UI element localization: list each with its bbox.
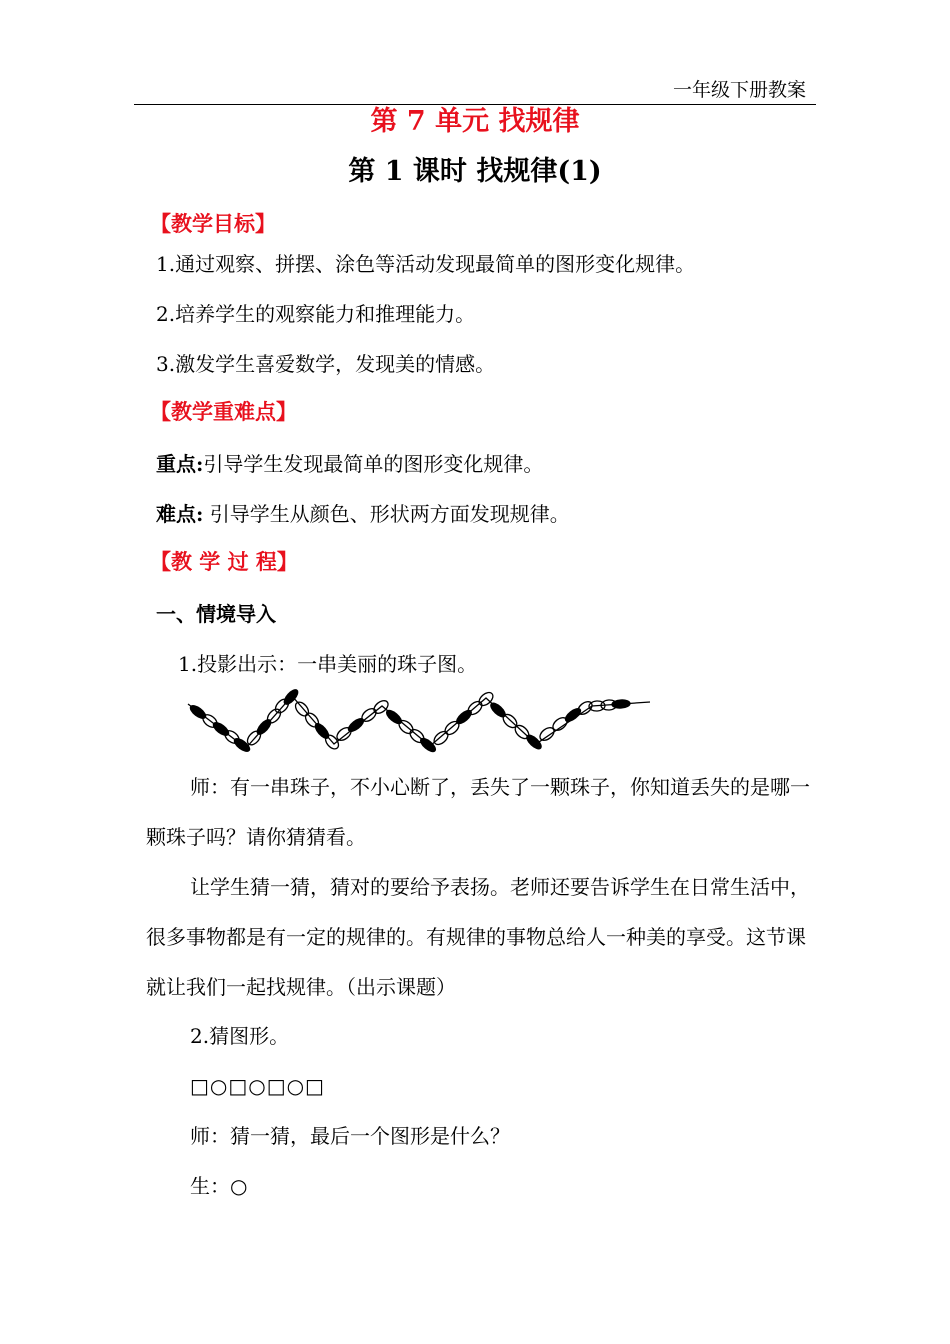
bead [455,708,474,726]
difficulty-label: 难点: [156,502,204,526]
bead [188,703,207,720]
focus-label: 重点: [156,452,204,476]
bead [282,688,300,707]
bead [211,720,230,737]
bead-string [188,696,650,748]
objective-item: 1.通过观察、拼摆、涂色等活动发现最简单的图形变化规律。 [156,252,696,276]
student-answer: 生：○ [190,1174,248,1198]
bead [385,708,404,726]
difficulty-line [156,500,570,528]
step1-text: 1.投影出示：一串美丽的珠子图。 [178,652,478,676]
bead [255,718,273,737]
focus-line [156,450,543,478]
part1-title: 一、情境导入 [156,602,276,626]
teacher-question-1: 师：有一串珠子，不小心断了，丢失了一颗珠子，你知道丢失的是哪一颗珠子吗？请你猜猜看。 [146,775,810,849]
teacher-note: 让学生猜一猜，猜对的要给予表扬。老师还要告诉学生在日常生活中，很多事物都是有一定的规律的。有规律的事物总给人一种美的享受。这节课就让我们一起找规律。（出示课题） [146,875,810,999]
unit-title: 第 7 单元 找规律 [370,106,580,137]
objective-item: 3.激发学生喜爱数学，发现美的情感。 [156,352,496,376]
objective-item: 2.培养学生的观察能力和推理能力。 [156,302,476,326]
lesson-title: 第 1 课时 找规律(1) [348,156,602,187]
step2-text: 2.猜图形。 [190,1024,290,1048]
focus-text: 引导学生发现最简单的图形变化规律。 [203,452,544,476]
difficulty-text: 引导学生从颜色、形状两方面发现规律。 [203,502,570,526]
header-label: 一年级下册教案 [672,79,806,101]
bead [489,701,508,719]
bead [313,722,331,741]
shape-sequence: □○□○□○□ [190,1074,325,1098]
teacher-question-2: 师：猜一猜，最后一个图形是什么？ [190,1124,510,1148]
bead-string-illustration [184,686,654,756]
key-points-heading: 【教学重难点】 [150,399,297,424]
objectives-heading: 【教学目标】 [150,211,276,236]
process-heading: 【教 学 过 程】 [150,549,298,574]
